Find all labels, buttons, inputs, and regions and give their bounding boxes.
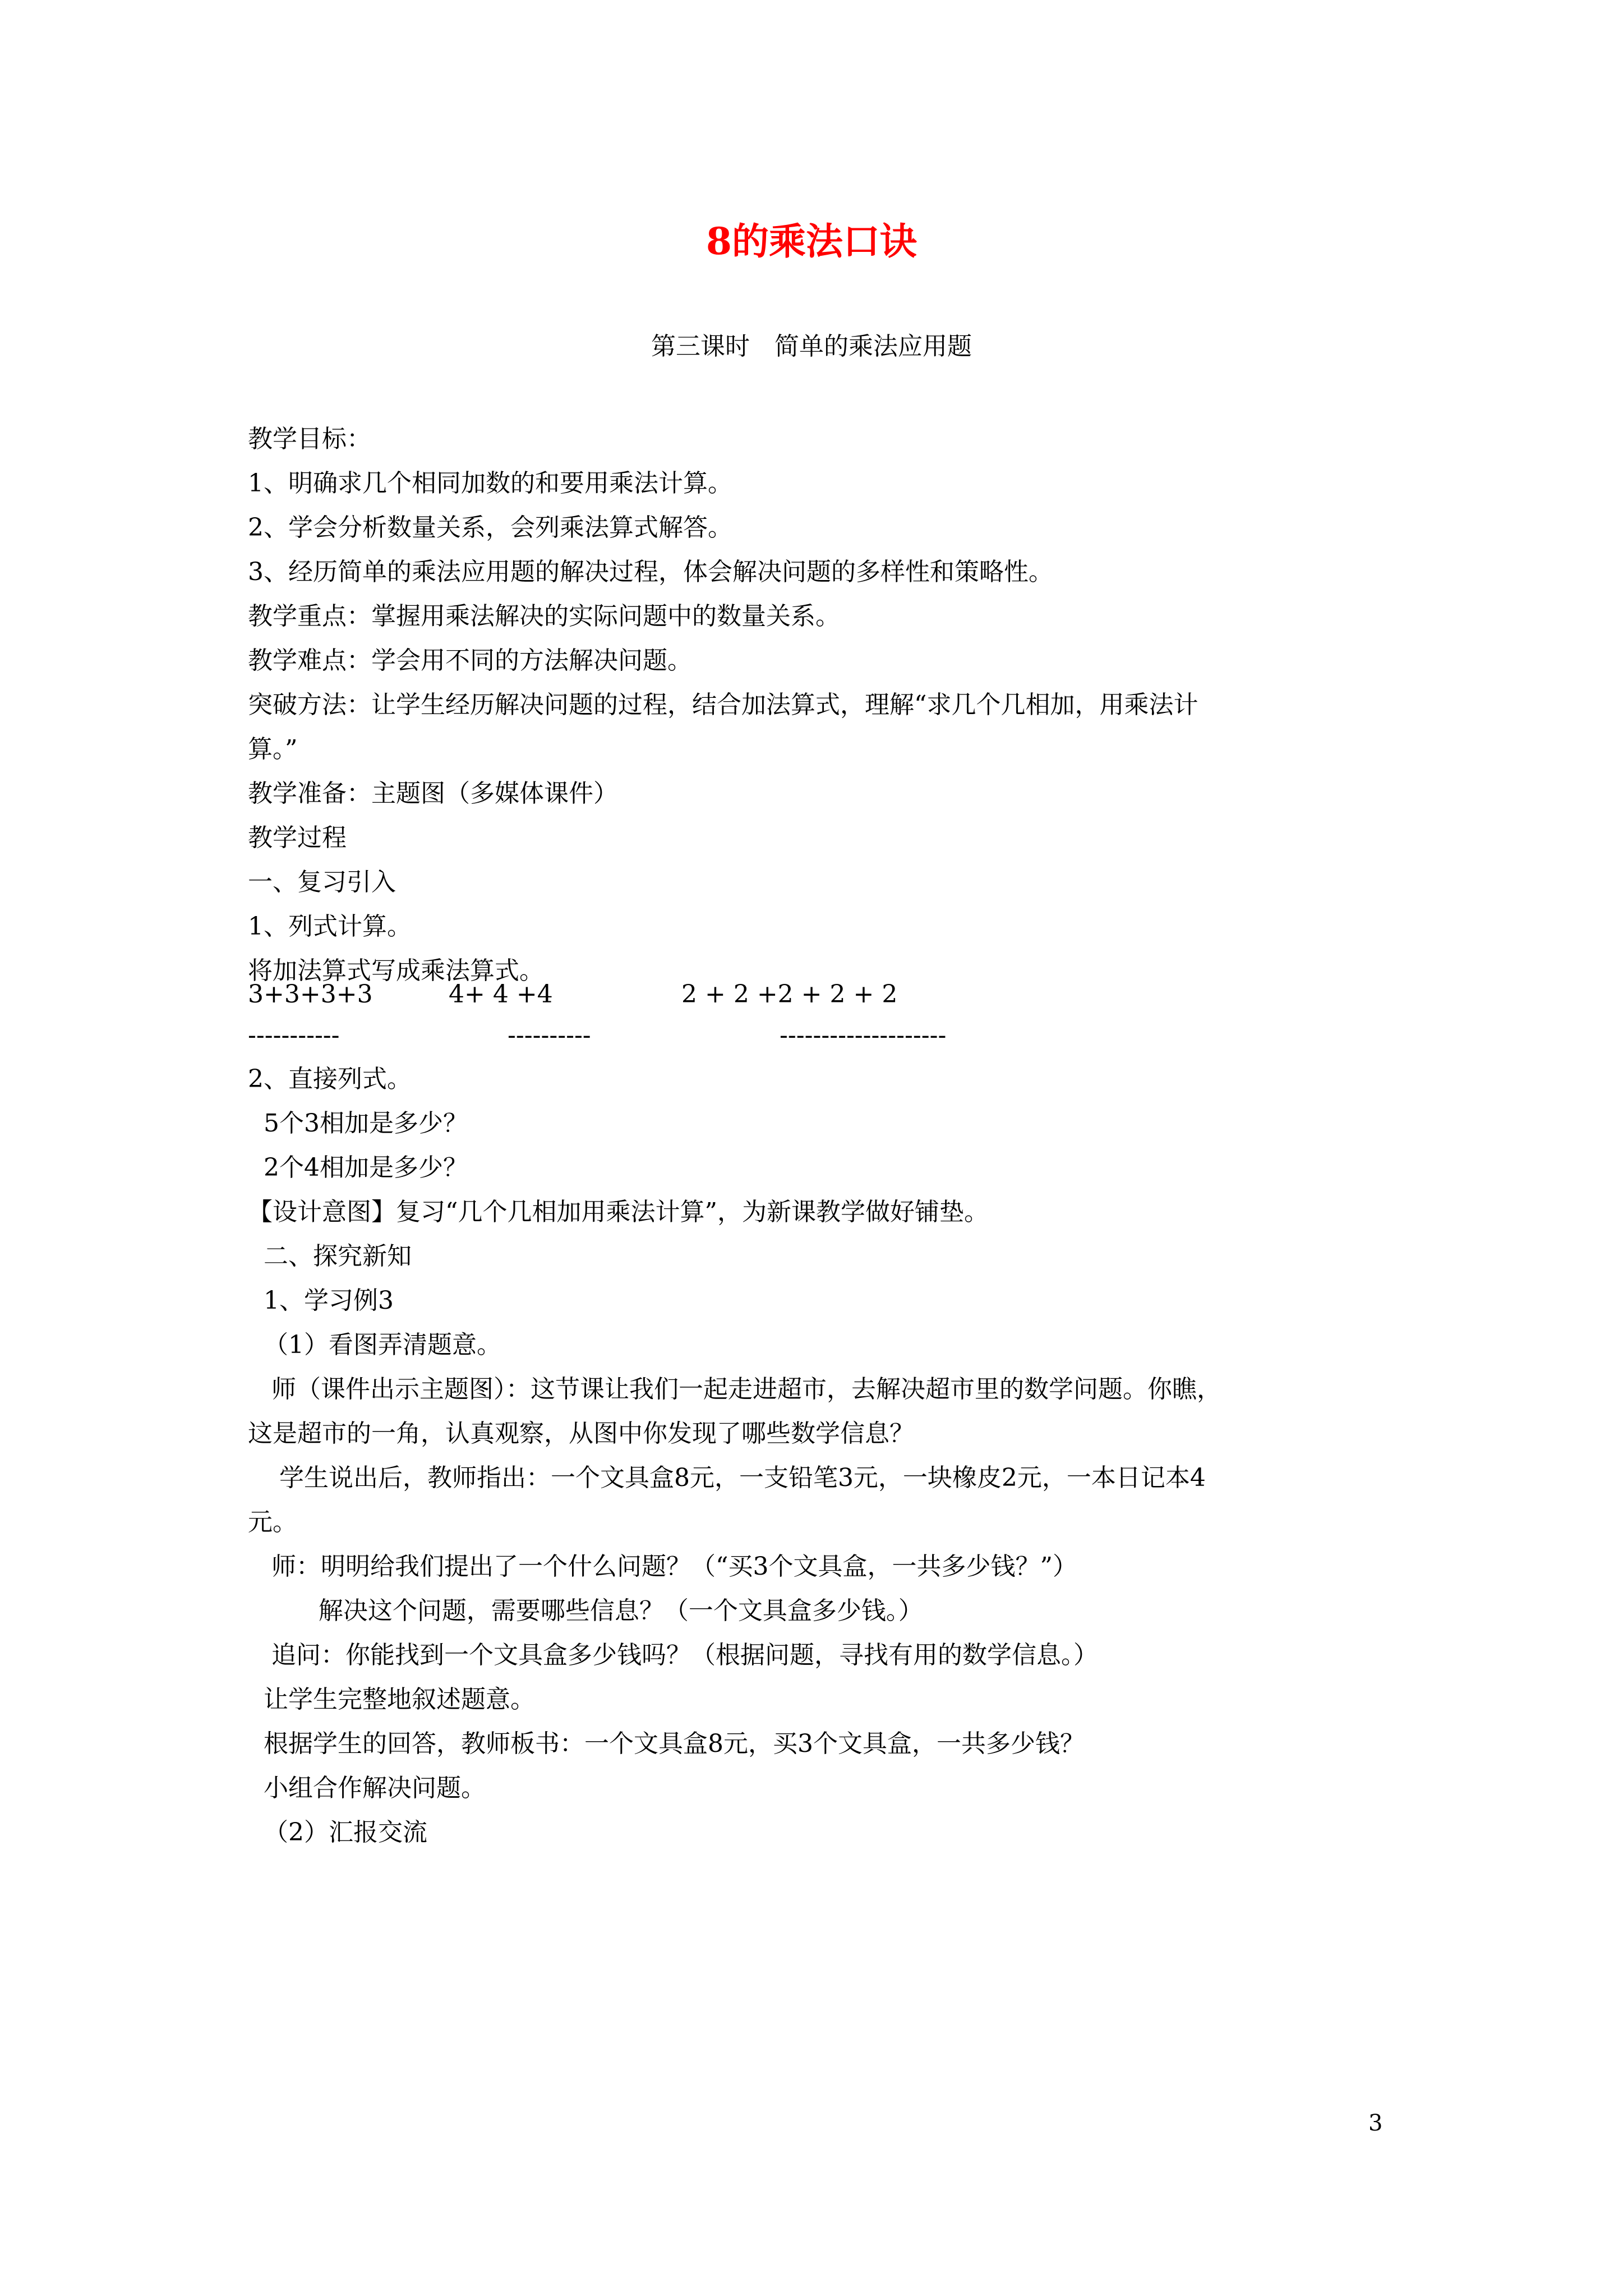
exercise-question: 2个4相加是多少？ <box>248 1153 468 1182</box>
paragraph-line: 学生说出后，教师指出：一个文具盒8元，一支铅笔3元，一块橡皮2元，一本日记本4 <box>248 1464 1206 1492</box>
paragraph-line: 追问：你能找到一个文具盒多少钱吗？（根据问题，寻找有用的数学信息。） <box>248 1641 1098 1669</box>
answer-blank-2: ---------- <box>508 1021 591 1050</box>
exercise-heading: 1、列式计算。 <box>248 912 412 941</box>
step-heading: （2）汇报交流 <box>248 1818 427 1847</box>
method-line: 突破方法：让学生经历解决问题的过程，结合加法算式，理解“求几个几相加，用乘法计 <box>248 691 1198 719</box>
paragraph-line: 根据学生的回答，教师板书：一个文具盒8元，买3个文具盒，一共多少钱？ <box>248 1729 1085 1758</box>
page-subtitle: 第三课时 简单的乘法应用题 <box>651 332 972 361</box>
difficulty-line: 教学难点：学会用不同的方法解决问题。 <box>248 646 692 675</box>
answer-blank-3: -------------------- <box>780 1021 947 1050</box>
page-title: 8的乘法口诀 <box>706 219 917 263</box>
paragraph-line: 元。 <box>248 1508 297 1536</box>
section-heading-explore: 二、探究新知 <box>248 1242 412 1271</box>
addition-expression-3: 2 + 2 +2 + 2 + 2 <box>681 980 898 1009</box>
objective-line: 2、学会分析数量关系，会列乘法算式解答。 <box>248 513 732 542</box>
paragraph-line: 小组合作解决问题。 <box>248 1774 486 1802</box>
paragraph-line: 师：明明给我们提出了一个什么问题？（“买3个文具盒，一共多少钱？”） <box>248 1552 1077 1581</box>
addition-expression-2: 4+ 4 +4 <box>449 980 553 1009</box>
exercise-instruction: 将加法算式写成乘法算式。 <box>248 956 544 985</box>
paragraph-line: 解决这个问题，需要哪些信息？（一个文具盒多少钱。） <box>248 1596 923 1625</box>
example-heading: 1、学习例3 <box>248 1286 394 1315</box>
objective-line: 3、经历简单的乘法应用题的解决过程，体会解决问题的多样性和策略性。 <box>248 558 1053 586</box>
objective-line: 1、明确求几个相同加数的和要用乘法计算。 <box>248 469 732 498</box>
design-intent-line: 【设计意图】复习“几个几相加用乘法计算”，为新课教学做好铺垫。 <box>248 1198 989 1226</box>
paragraph-line: 这是超市的一角，认真观察，从图中你发现了哪些数学信息？ <box>248 1419 914 1448</box>
preparation-line: 教学准备：主题图（多媒体课件） <box>248 779 618 808</box>
exercise-question: 5个3相加是多少？ <box>248 1109 468 1138</box>
section-heading-review: 一、复习引入 <box>248 868 396 896</box>
key-point-line: 教学重点：掌握用乘法解决的实际问题中的数量关系。 <box>248 602 840 631</box>
paragraph-line: 师（课件出示主题图）：这节课让我们一起走进超市，去解决超市里的数学问题。你瞧， <box>248 1375 1221 1404</box>
page-number: 3 <box>1368 2110 1383 2136</box>
exercise-heading: 2、直接列式。 <box>248 1065 412 1093</box>
addition-expression-1: 3+3+3+3 <box>248 980 373 1009</box>
paragraph-line: 让学生完整地叙述题意。 <box>248 1685 535 1714</box>
answer-blank-1: ----------- <box>248 1021 340 1050</box>
step-heading: （1）看图弄清题意。 <box>248 1331 501 1359</box>
section-heading-objectives: 教学目标： <box>248 425 371 453</box>
method-line-continued: 算。” <box>248 735 298 763</box>
section-heading-process: 教学过程 <box>248 823 347 852</box>
